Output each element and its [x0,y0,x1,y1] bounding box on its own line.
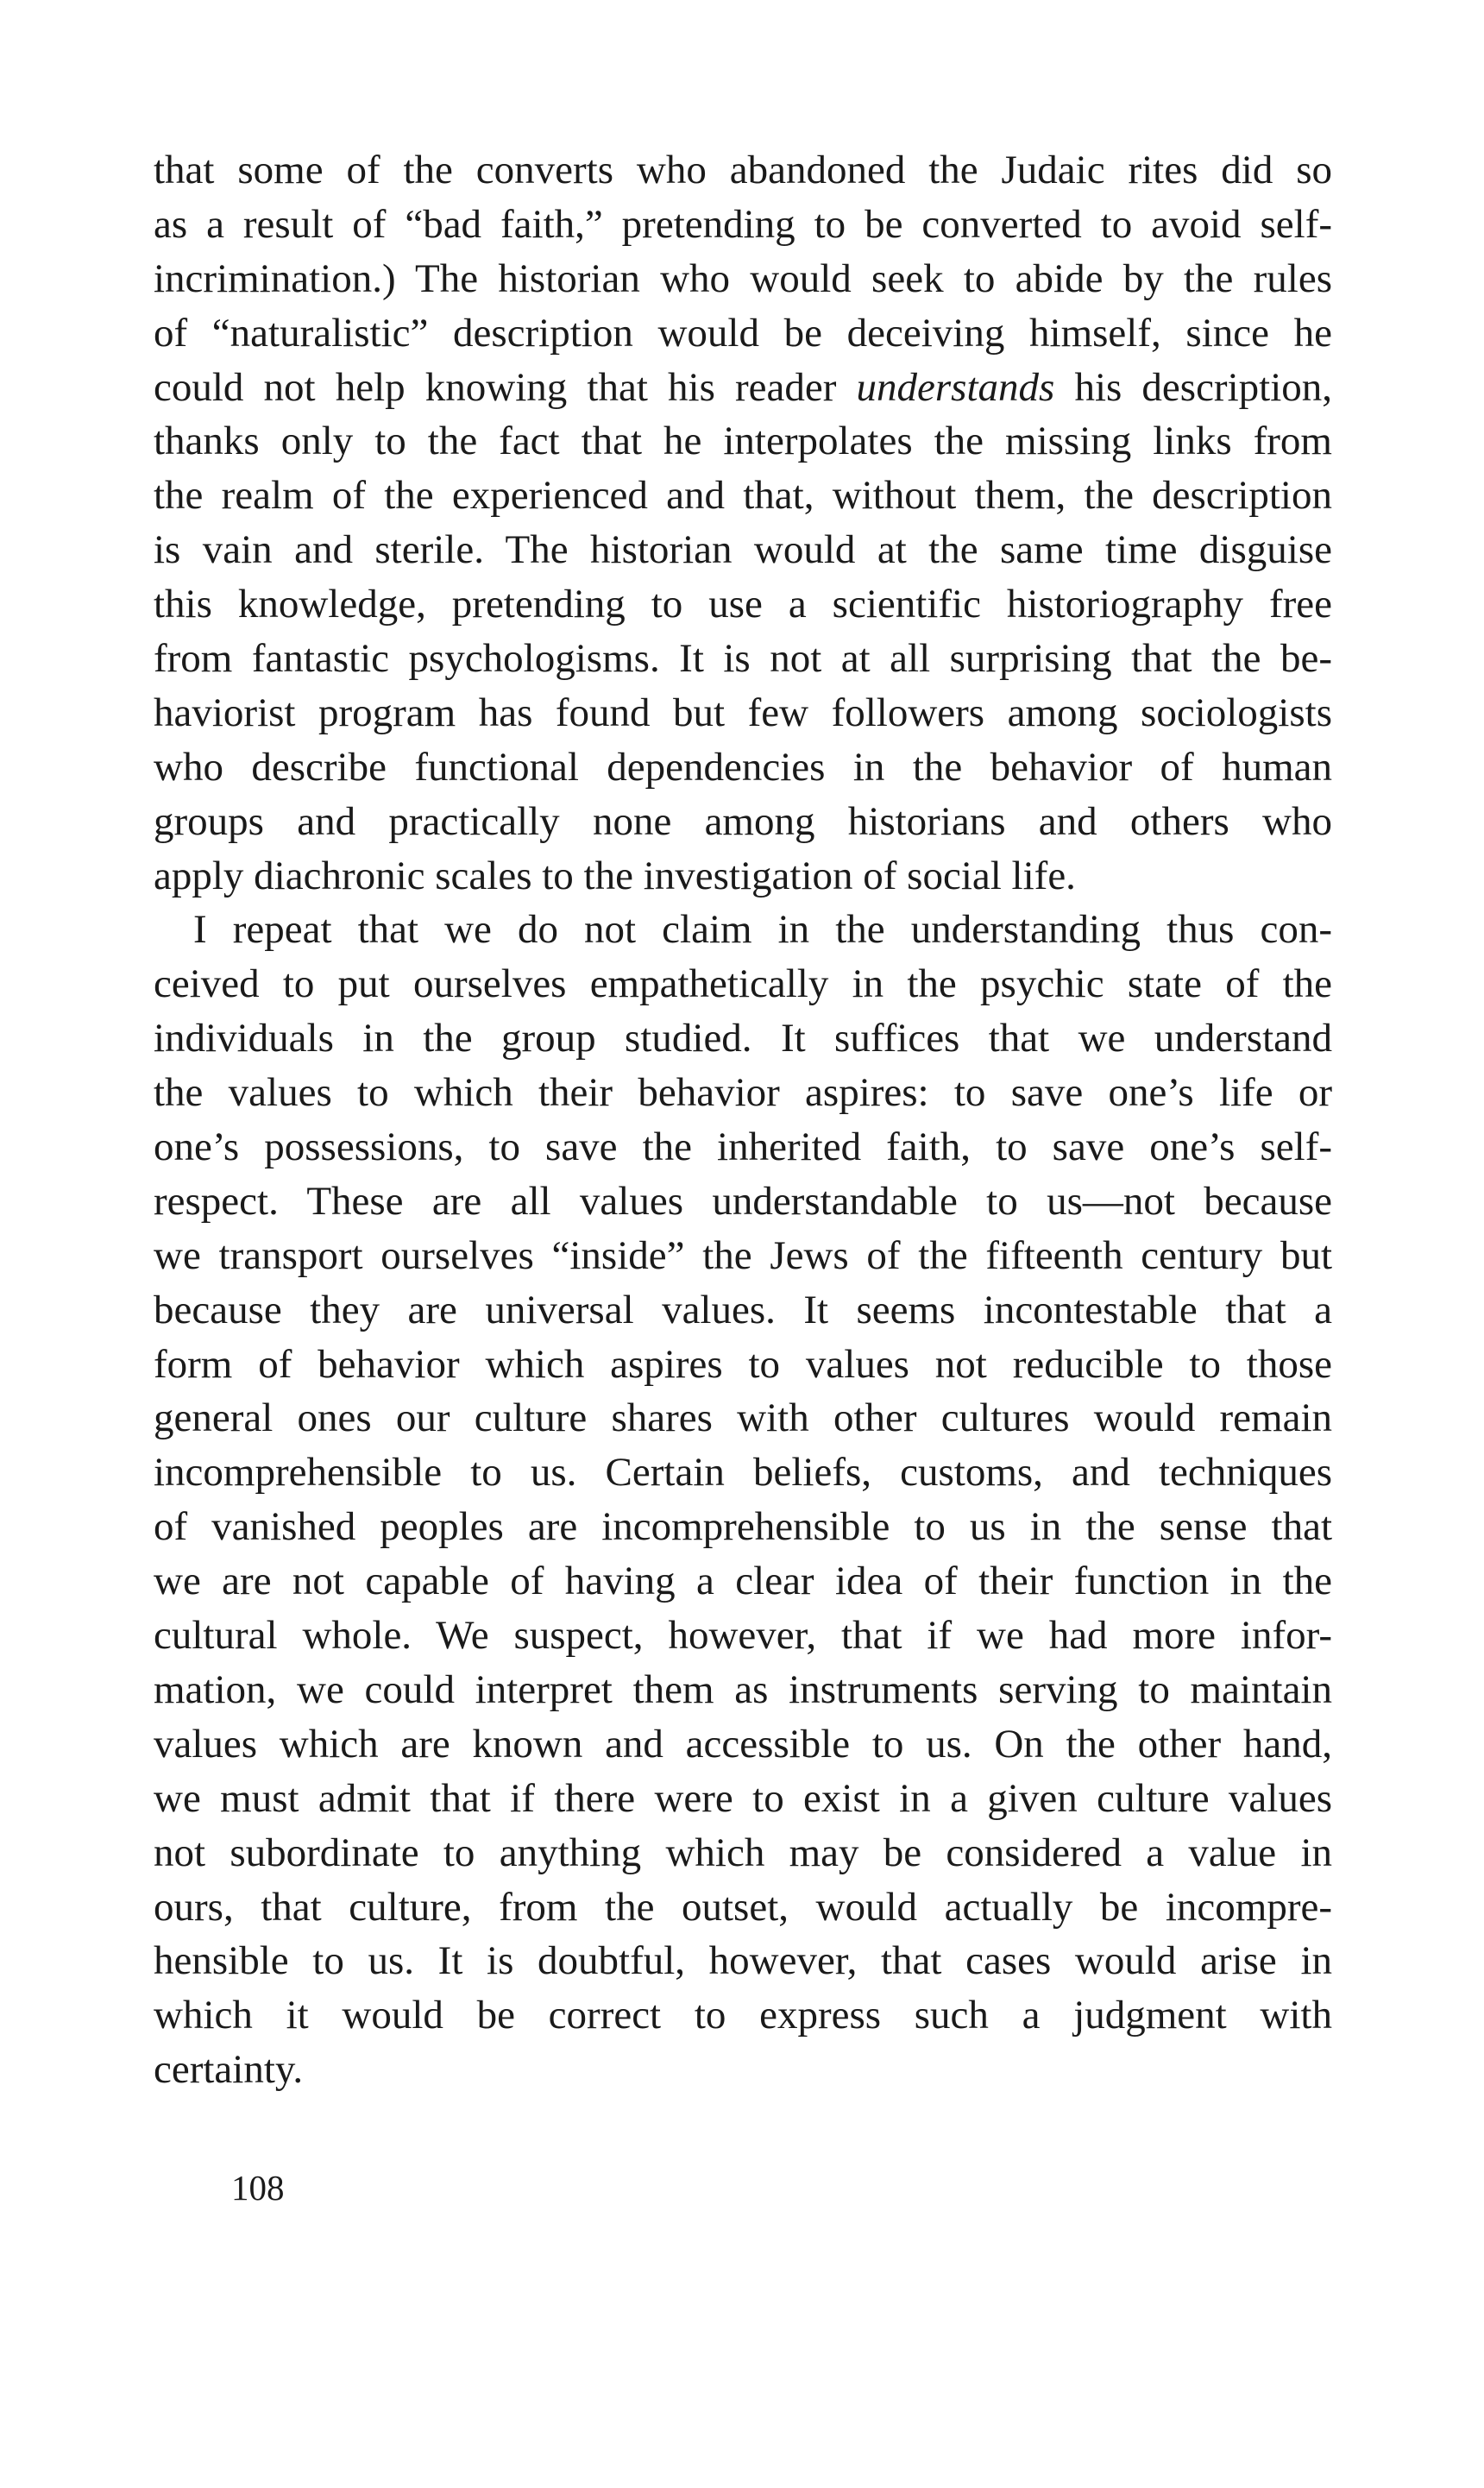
text-line: ceived to put ourselves empathetically in the psychic state of the [154,961,1332,1007]
text-line: who describe functional dependencies in the behavior of human [154,744,1332,790]
text-line: this knowledge, pretending to use a scientific historiography free [154,582,1332,627]
text-line: from fantastic psychologisms. It is not at all surprising that the be- [154,636,1332,682]
paragraph-1 [154,143,1332,903]
text-line: individuals in the group studied. It suffices that we understand [154,1016,1332,1061]
text-line: respect. These are all values understandable to us—not because [154,1178,1332,1224]
text-line: incrimination.) The historian who would seek to abide by the rules [154,255,1332,301]
text-line: that some of the converts who abandoned the Judaic rites did so [154,148,1332,192]
text-line: thanks only to the fact that he interpolates the missing links from [154,419,1332,464]
text-line: hensible to us. It is doubtful, however, that cases would arise in [154,1938,1332,1984]
text-line: groups and practically none among historians and others who [154,798,1332,844]
text-line: the values to which their behavior aspires: to save one’s life or [154,1070,1332,1116]
line-text-after: his description, [1054,364,1333,410]
text-line-with-emphasis [154,361,1332,415]
text-line: ours, that culture, from the outset, would actually be incompre- [154,1884,1332,1930]
text-line: is vain and sterile. The historian would at the same time disguise [154,527,1332,573]
text-line: not subordinate to anything which may be considered a value in [154,1830,1332,1875]
text-line: because they are universal values. It seems incontestable that a [154,1287,1332,1332]
text-line: as a result of “bad faith,” pretending to be converted to avoid self- [154,201,1332,247]
text-line: general ones our culture shares with other cultures would remain [154,1395,1332,1441]
text-line: I repeat that we do not claim in the understanding thus con- [193,907,1332,953]
text-line: values which are known and accessible to us. On the other hand, [154,1721,1332,1767]
text-line: incomprehensible to us. Certain beliefs, customs, and techniques [154,1450,1332,1496]
page-number: 108 [231,2168,285,2208]
text-line: certainty. [154,2047,304,2093]
paragraph-2 [154,903,1332,2097]
line-text-before: could not help knowing that his reader [154,364,857,410]
text-line: cultural whole. We suspect, however, that if we had more infor- [154,1613,1332,1659]
text-line: one’s possessions, to save the inherited faith, to save one’s self- [154,1124,1332,1170]
text-line: mation, we could interpret them as instruments serving to maintain [154,1666,1332,1712]
text-line: we transport ourselves “inside” the Jews of the fifteenth century but [154,1232,1332,1278]
text-line: form of behavior which aspires to values not reducible to those [154,1341,1332,1387]
text-line: we are not capable of having a clear idea of their function in the [154,1559,1332,1604]
body-text [154,143,1332,2097]
text-line: of vanished peoples are incomprehensible to us in the sense that [154,1504,1332,1550]
emphasized-word: understands [856,364,1055,410]
text-line: we must admit that if there were to exist in a given culture values [154,1775,1332,1821]
text-line: apply diachronic scales to the investigation of social life. [154,853,1076,898]
text-line: haviorist program has found but few followers among sociologists [154,690,1332,735]
text-line: which it would be correct to express such a judgment with [154,1993,1332,2038]
text-line: of “naturalistic” description would be deceiving himself, since he [154,310,1332,356]
text-line: the realm of the experienced and that, without them, the description [154,473,1332,519]
